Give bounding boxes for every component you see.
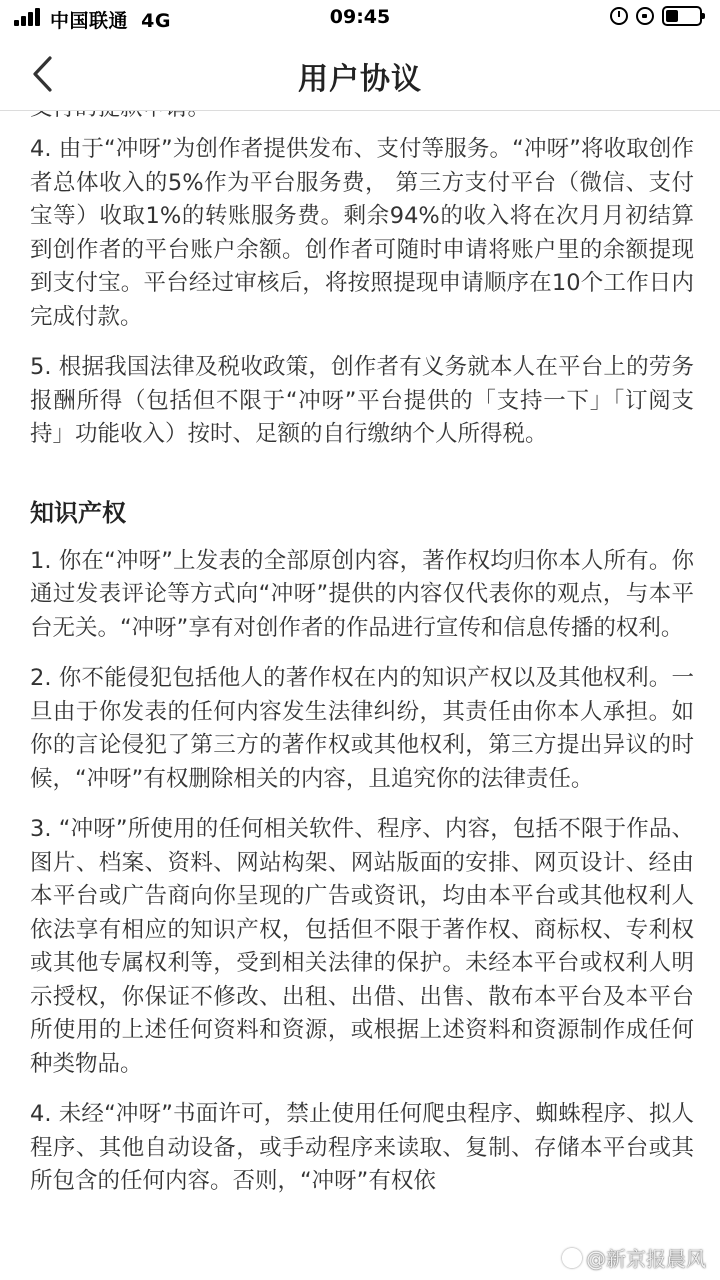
paragraph-infringement: 2. 你不能侵犯包括他人的著作权在内的知识产权以及其他权利。一旦由于你发表的任何内容发生法律纠纷，其责任由你本人承担。如你的言论侵犯了第三方的著作权或其他权利，第三方提出异议的时候，“冲呀”有权删除相关的内容，且追究你的法律责任。 bbox=[30, 665, 694, 792]
battery-icon bbox=[662, 6, 702, 26]
watermark bbox=[562, 1243, 706, 1272]
paragraph-revenue: 4. 由于“冲呀”为创作者提供发布、支付等服务。“冲呀”将收取创作者总体收入的5%作为平台服务费， 第三方支付平台（微信、支付宝等）收取1%的转账服务费。剩余94%的收入将在次月月初结算到创作者的平台账户余额。创作者可随时申请将账户里的余额提现到支付宝。平台经过审核后，将按照提现申请顺序在10个工作日内完成付款。 bbox=[30, 136, 694, 330]
alarm-icon bbox=[610, 7, 628, 25]
navigation-bar bbox=[0, 36, 720, 111]
status-time: 09:45 bbox=[329, 6, 391, 28]
agreement-content[interactable] bbox=[30, 110, 694, 1280]
carrier-name: 中国联通 bbox=[50, 10, 129, 32]
status-icons bbox=[610, 6, 702, 26]
status-bar bbox=[0, 0, 720, 36]
network-type: 4G bbox=[141, 10, 171, 32]
paragraph-tax: 5. 根据我国法律及税收政策，创作者有义务就本人在平台上的劳务报酬所得（包括但不限于“冲呀”平台提供的「支持一下」「订阅支持」功能收入）按时、足额的自行缴纳个人所得税。 bbox=[30, 354, 694, 447]
section-title-ip: 知识产权 bbox=[30, 498, 126, 527]
agreement-scroll-area bbox=[30, 92, 694, 1216]
paragraph-platform-ip: 3. “冲呀”所使用的任何相关软件、程序、内容，包括不限于作品、图片、档案、资料、网站构架、网站版面的安排、网页设计、经由本平台或广告商向你呈现的广告或资讯，均由本平台或其他权利人依法享有相应的知识产权，包括但不限于著作权、商标权、专利权或其他专属权利等，受到相关法律的保护。未经本平台或权利人明示授权，你保证不修改、出租、出借、出售、散布本平台及本平台所使用的上述任何资料和资源，或根据上述资料和资源制作成任何种类物品。 bbox=[30, 816, 694, 1077]
paragraph-crawler: 4. 未经“冲呀”书面许可，禁止使用任何爬虫程序、蜘蛛程序、拟人程序、其他自动设备，或手动程序来读取、复制、存储本平台或其所包含的任何内容。否则，“冲呀”有权依 bbox=[30, 1101, 694, 1194]
lock-rotation-icon bbox=[636, 7, 654, 25]
weibo-icon bbox=[562, 1248, 582, 1268]
paragraph-copyright: 1. 你在“冲呀”上发表的全部原创内容，著作权均归你本人所有。你通过发表评论等方式向“冲呀”提供的内容仅代表你的观点，与本平台无关。“冲呀”享有对创作者的作品进行宣传和信息传播的权利。 bbox=[30, 547, 694, 641]
page-title: 用户协议 bbox=[298, 62, 422, 97]
watermark-text: @新京报晨风 bbox=[586, 1247, 706, 1271]
